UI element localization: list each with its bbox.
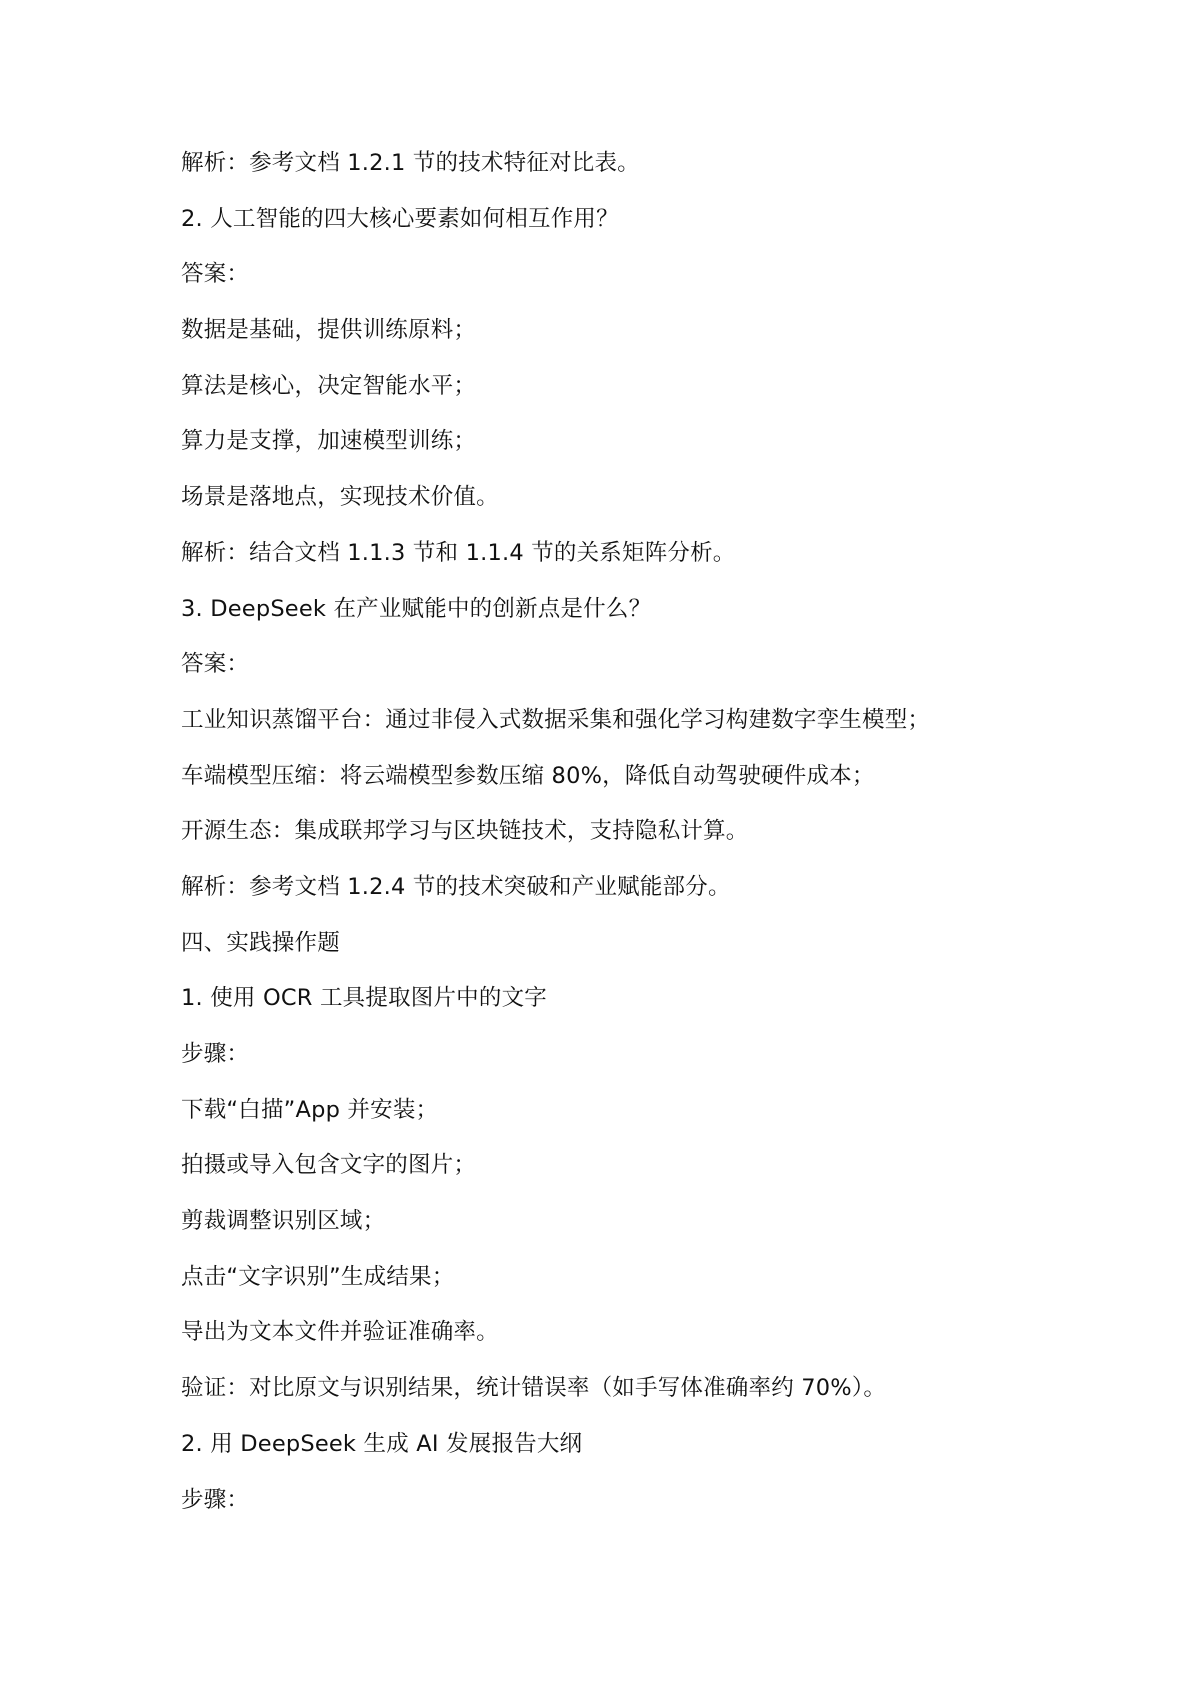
analysis-line: 解析：结合文档 1.1.3 节和 1.1.4 节的关系矩阵分析。 xyxy=(181,539,736,566)
verification-line: 验证：对比原文与识别结果，统计错误率（如手写体准确率约 70%）。 xyxy=(181,1375,887,1402)
task-heading: 2. 用 DeepSeek 生成 AI 发展报告大纲 xyxy=(181,1430,583,1457)
step-line: 拍摄或导入包含文字的图片； xyxy=(181,1152,477,1179)
steps-label: 步骤： xyxy=(181,1486,250,1513)
section-heading: 四、实践操作题 xyxy=(181,929,340,956)
task-heading: 1. 使用 OCR 工具提取图片中的文字 xyxy=(181,985,547,1012)
step-line: 导出为文本文件并验证准确率。 xyxy=(181,1319,499,1346)
steps-label: 步骤： xyxy=(181,1041,250,1067)
document-body xyxy=(181,147,1141,1539)
answer-line: 数据是基础，提供训练原料； xyxy=(181,317,477,344)
step-line: 剪裁调整识别区域； xyxy=(181,1208,386,1235)
answer-label: 答案： xyxy=(181,651,250,678)
answer-line: 场景是落地点，实现技术价值。 xyxy=(181,484,499,511)
analysis-line: 解析：参考文档 1.2.4 节的技术突破和产业赋能部分。 xyxy=(181,873,731,900)
question-heading: 2. 人工智能的四大核心要素如何相互作用？ xyxy=(181,205,619,232)
answer-line: 算法是核心，决定智能水平； xyxy=(181,372,477,399)
step-line: 下载“白描”App 并安装； xyxy=(181,1096,439,1123)
answer-line: 算力是支撑，加速模型训练； xyxy=(181,428,477,455)
answer-line: 开源生态：集成联邦学习与区块链技术，支持隐私计算。 xyxy=(181,818,749,845)
answer-label: 答案： xyxy=(181,261,250,288)
answer-line: 车端模型压缩：将云端模型参数压缩 80%，降低自动驾驶硬件成本； xyxy=(181,762,875,789)
answer-line: 工业知识蒸馏平台：通过非侵入式数据采集和强化学习构建数字孪生模型； xyxy=(181,706,931,733)
step-line: 点击“文字识别”生成结果； xyxy=(181,1263,455,1290)
question-heading: 3. DeepSeek 在产业赋能中的创新点是什么？ xyxy=(181,595,652,622)
analysis-line: 解析：参考文档 1.2.1 节的技术特征对比表。 xyxy=(181,150,640,176)
